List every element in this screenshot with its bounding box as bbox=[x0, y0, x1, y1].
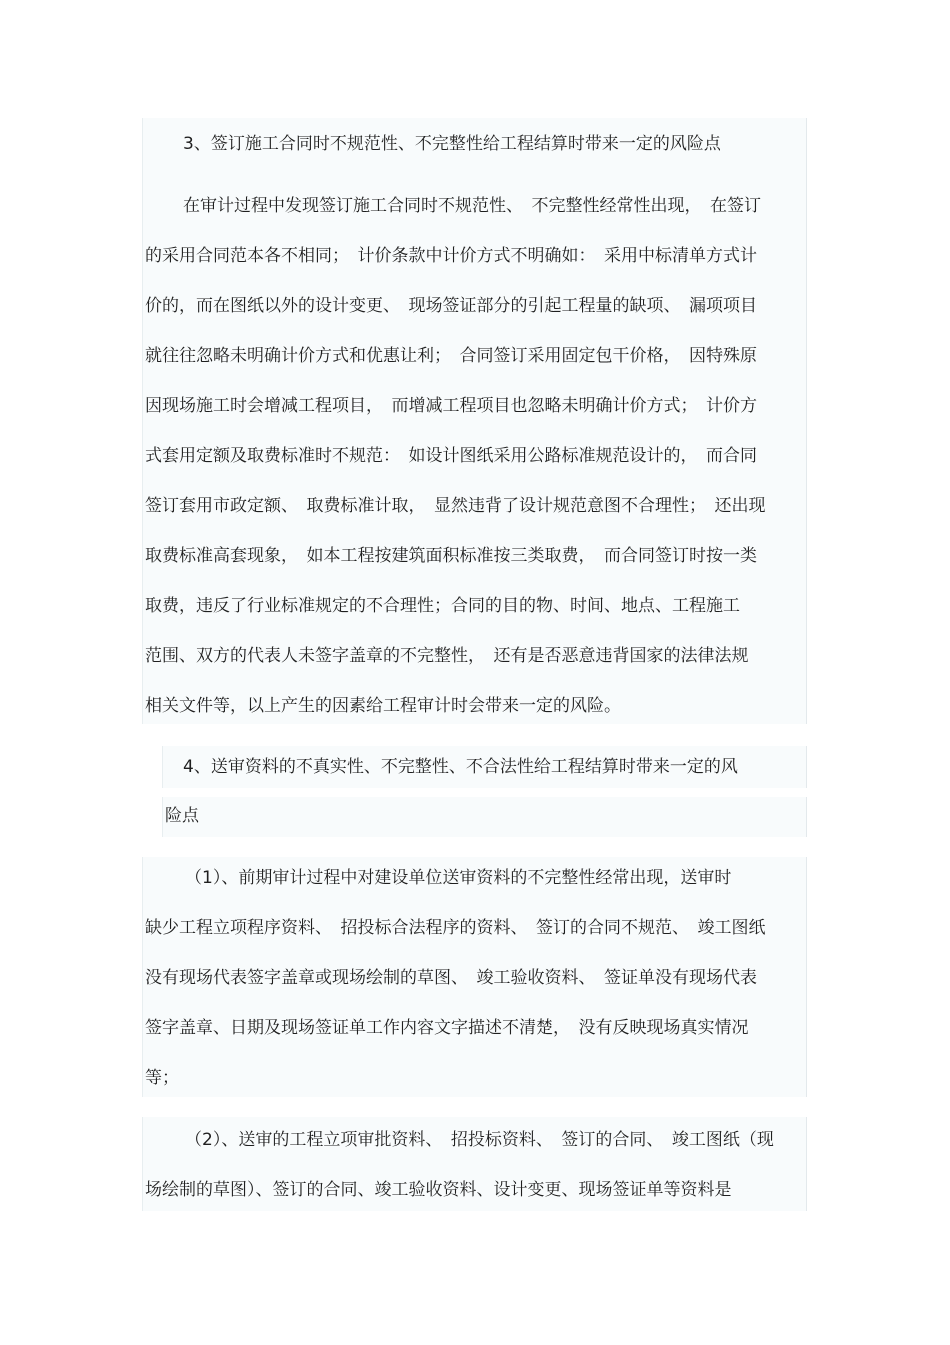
paragraph-line: 在审计过程中发现签订施工合同时不规范性、 不完整性经常性出现， 在签订 bbox=[183, 196, 761, 216]
item-2-block bbox=[142, 1117, 807, 1211]
item-1-line: （1）、前期审计过程中对建设单位送审资料的不完整性经常出现，送审时 bbox=[185, 868, 732, 888]
section-4-heading-block-2 bbox=[162, 797, 807, 837]
section-4-heading-line-2: 险点 bbox=[165, 806, 199, 826]
item-2-line: 场绘制的草图）、签订的合同、竣工验收资料、设计变更、现场签证单等资料是 bbox=[145, 1180, 732, 1200]
paragraph-line: 式套用定额及取费标准时不规范： 如设计图纸采用公路标准规范设计的， 而合同 bbox=[145, 446, 757, 466]
paragraph-line: 签订套用市政定额、 取费标准计取， 显然违背了设计规范意图不合理性； 还出现 bbox=[145, 496, 766, 516]
paragraph-line: 因现场施工时会增减工程项目， 而增减工程项目也忽略未明确计价方式； 计价方 bbox=[145, 396, 757, 416]
paragraph-line: 范围、双方的代表人未签字盖章的不完整性， 还有是否恶意违背国家的法律法规 bbox=[145, 646, 749, 666]
paragraph-line: 相关文件等，以上产生的因素给工程审计时会带来一定的风险。 bbox=[145, 696, 621, 716]
item-1-line: 缺少工程立项程序资料、 招投标合法程序的资料、 签订的合同不规范、 竣工图纸 bbox=[145, 918, 766, 938]
section-4-heading-line-1: 4、送审资料的不真实性、不完整性、不合法性给工程结算时带来一定的风 bbox=[183, 757, 738, 777]
paragraph-line: 就往往忽略未明确计价方式和优惠让利； 合同签订采用固定包干价格， 因特殊原 bbox=[145, 346, 757, 366]
paragraph-line: 的采用合同范本各不相同； 计价条款中计价方式不明确如： 采用中标清单方式计 bbox=[145, 246, 757, 266]
item-2-line: （2）、送审的工程立项审批资料、 招投标资料、 签订的合同、 竣工图纸（现 bbox=[185, 1130, 774, 1150]
section-3-block bbox=[142, 118, 807, 724]
paragraph-line: 价的，而在图纸以外的设计变更、 现场签证部分的引起工程量的缺项、 漏项项目 bbox=[145, 296, 757, 316]
paragraph-line: 取费，违反了行业标准规定的不合理性；合同的目的物、时间、地点、工程施工 bbox=[145, 596, 740, 616]
item-1-line: 没有现场代表签字盖章或现场绘制的草图、 竣工验收资料、 签证单没有现场代表 bbox=[145, 968, 757, 988]
section-3-heading: 3、签订施工合同时不规范性、不完整性给工程结算时带来一定的风险点 bbox=[183, 134, 721, 154]
item-1-block bbox=[142, 857, 807, 1097]
item-1-line: 签字盖章、日期及现场签证单工作内容文字描述不清楚， 没有反映现场真实情况 bbox=[145, 1018, 749, 1038]
section-4-heading-block bbox=[162, 746, 807, 788]
item-1-line: 等； bbox=[145, 1068, 179, 1088]
paragraph-line: 取费标准高套现象， 如本工程按建筑面积标准按三类取费， 而合同签订时按一类 bbox=[145, 546, 757, 566]
